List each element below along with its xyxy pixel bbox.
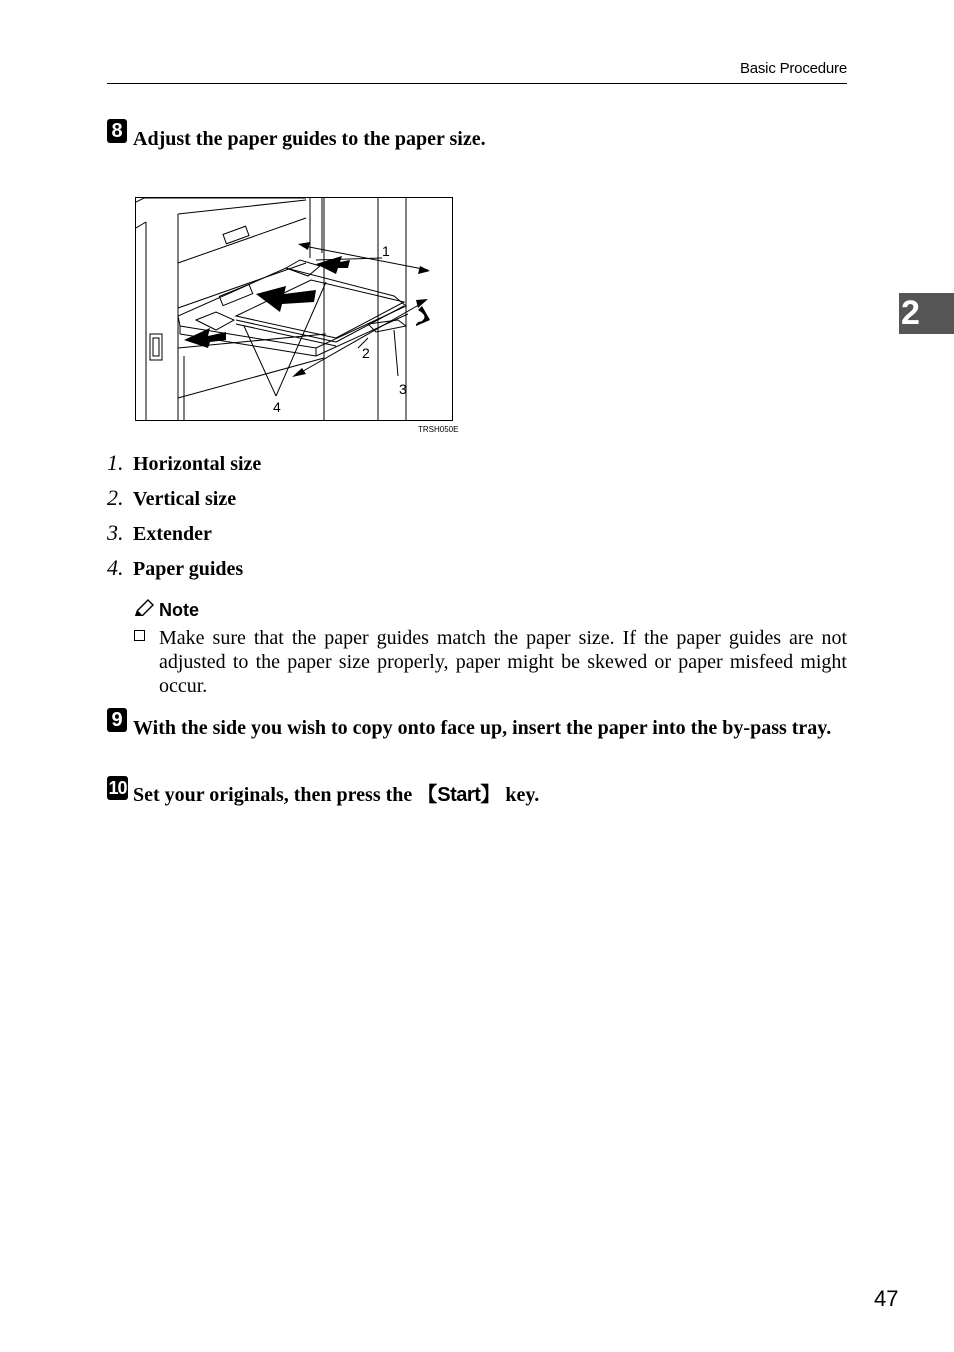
key-bracket-open: 【	[417, 782, 438, 806]
step-8-text: Adjust the paper guides to the paper size.	[133, 128, 486, 150]
legend-number: 3.	[107, 520, 124, 545]
legend-number: 2.	[107, 485, 124, 510]
callout-3: 3	[399, 381, 407, 397]
legend-label: Paper guides	[133, 558, 244, 580]
step-9-badge: 9	[107, 708, 127, 732]
legend-label: Vertical size	[133, 488, 237, 510]
legend-label: Extender	[133, 523, 212, 545]
legend-label: Horizontal size	[133, 453, 262, 475]
step-10-text-after: key.	[500, 784, 540, 806]
chapter-tab[interactable]: 2	[899, 293, 954, 334]
legend-number: 1.	[107, 450, 124, 475]
figure-code: TRSH050E	[418, 425, 459, 434]
bypass-tray-drawing	[136, 198, 452, 420]
pencil-icon	[133, 598, 155, 618]
step-10-text-before: Set your originals, then press the	[133, 784, 418, 806]
note-text: Make sure that the paper guides match the paper size. If the paper guides are not adjusted to the paper size properly, paper might be skewed or paper misfeed might occur.	[159, 627, 847, 697]
legend-number: 4.	[107, 555, 124, 580]
step-9-text: With the side you wish to copy onto face up, insert the paper into the by-pass tray.	[133, 717, 832, 739]
running-header: Basic Procedure	[739, 60, 847, 77]
step-8-badge: 8	[107, 119, 127, 143]
step-10-text	[133, 782, 847, 807]
step-10-badge: 10	[108, 778, 127, 798]
callout-2: 2	[362, 345, 370, 361]
callout-4: 4	[273, 399, 281, 415]
key-bracket-close: 】	[480, 782, 501, 806]
header-divider	[107, 83, 847, 84]
checkbox-icon	[134, 630, 145, 641]
start-key-label: Start	[437, 784, 481, 806]
bypass-tray-illustration	[135, 197, 453, 421]
note-title: Note	[159, 600, 199, 620]
page-number: 47	[874, 1286, 899, 1311]
callout-1: 1	[382, 243, 390, 259]
